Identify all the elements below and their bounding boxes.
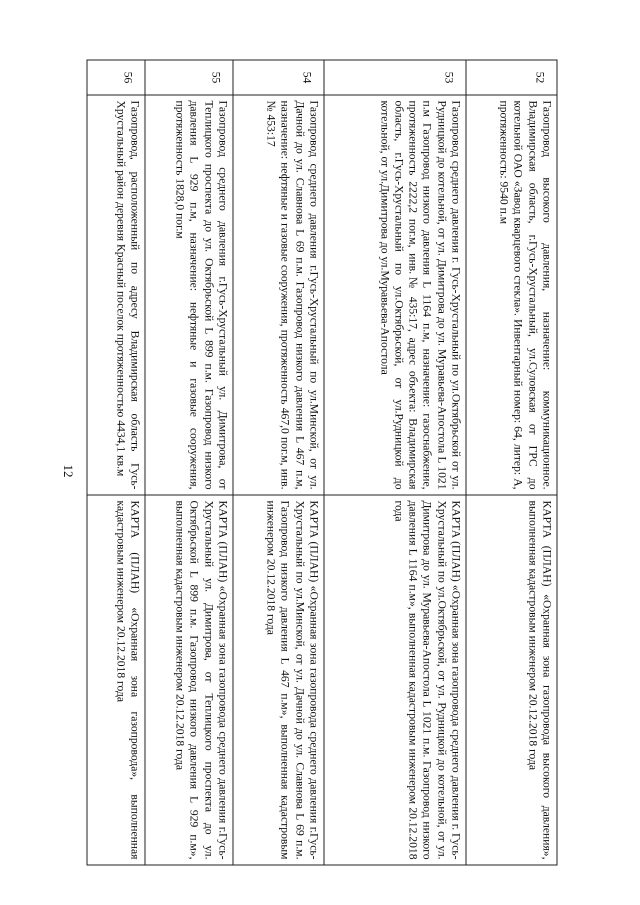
registry-table xyxy=(87,60,558,866)
object-description: Газопровод среднего давления г.Гусь-Хрустальный по ул.Минской, от ул. Дачной до ул. Славнова L 69 п.м. Газопровод низкого давления L 467 п.м, назначение: нефтяные и газовые сооружения, протяженность 467,0 пог.м, инв.№ 453:17 xyxy=(233,95,324,495)
object-description: Газопровод среднего давления г. Гусь-Хрустальный по ул.Октябрьской от ул. Рудницкой до котельной, от ул. Димитрова до ул. Муравьева-Апостола L 1021 п.м Газопровод низкого давления L 1164 п.м, назначение: газоснабжение, протяженность 2222,2 пог.м, инв.№ 435:17, адрес объекта: Владимирская область, г.Гусь-Хрустальный по ул.Октябрьской, от ул.Рудницкой до котельной, от ул.Димитрова до ул.Муравьева-Апостола xyxy=(324,95,466,495)
document-description: КАРТА (ПЛАН) «Охранная зона газопровода высокого давления», выполненная кадастровым инженером 20.12.2018 года xyxy=(466,495,557,865)
row-number: 55 xyxy=(145,60,233,95)
page-number: 12 xyxy=(61,464,76,478)
document-description: КАРТА (ПЛАН) «Охранная зона газопровода среднего давления г.Гусь-Хрустальный ул. Димитрова, от Теплицкого проспекта до ул. Октябрьской L 899 п.м. Газопровод низкого давления L 929 п.м», выполненная кадастровым инженером 20.12.2018 года xyxy=(145,495,233,865)
registry-table-rotated xyxy=(88,60,558,865)
row-number: 53 xyxy=(324,60,466,95)
document-description: КАРТА (ПЛАН) «Охранная зона газопровода», выполненная кадастровым инженером 20.12.2018 года xyxy=(87,495,145,865)
row-number: 52 xyxy=(466,60,557,95)
document-description: КАРТА (ПЛАН) «Охранная зона газопровода среднего давления г.Гусь-Хрустальный по ул.Минской, от ул. Дачной до ул. Славнова L 69 п.м. Газопровод низкого давления L 467 п.м», выполненная кадастровым инженером 20.12.2018 года xyxy=(233,495,324,865)
table-row xyxy=(145,60,233,865)
document-description: КАРТА (ПЛАН) «Охранная зона газопровода среднего давления г. Гусь-Хрустальный по ул.Октябрьской, от ул. Рудницкой до котельной, от ул. Димитрова до ул. Муравьева-Апостола L 1021 п.м. Газопровод низкого давления L 1164 п.м», выполненная кадастровым инженером 20.12.2018 года xyxy=(324,495,466,865)
row-number: 56 xyxy=(87,60,145,95)
table-row xyxy=(324,60,466,865)
object-description: Газопровод высокого давления, назначение: коммуникационное. Владимирская область, г.Гусь-Хрустальный, ул.Суловская от ГРС до котельной ОАО «Завод кварцевого стекла». Инвентарный номер: 64, литер: А, протяженность: 9540 п.м xyxy=(466,95,557,495)
object-description: Газопровод среднего давления г.Гусь-Хрустальный ул. Димитрова, от Теплицкого проспекта до ул. Октябрьской L 899 п.м. Газопровод низкого давления L 929 п.м, назначение: нефтяные и газовые сооружения, протяженность 1828,0 пог.м xyxy=(145,95,233,495)
object-description: Газопровод, расположенный по адресу Владимирская область Гусь-Хрустальный район деревня Красный поселок протяженностью 4434,1 кв.м xyxy=(87,95,145,495)
table-row xyxy=(87,60,145,865)
table-row xyxy=(466,60,557,865)
row-number: 54 xyxy=(233,60,324,95)
table-row xyxy=(233,60,324,865)
